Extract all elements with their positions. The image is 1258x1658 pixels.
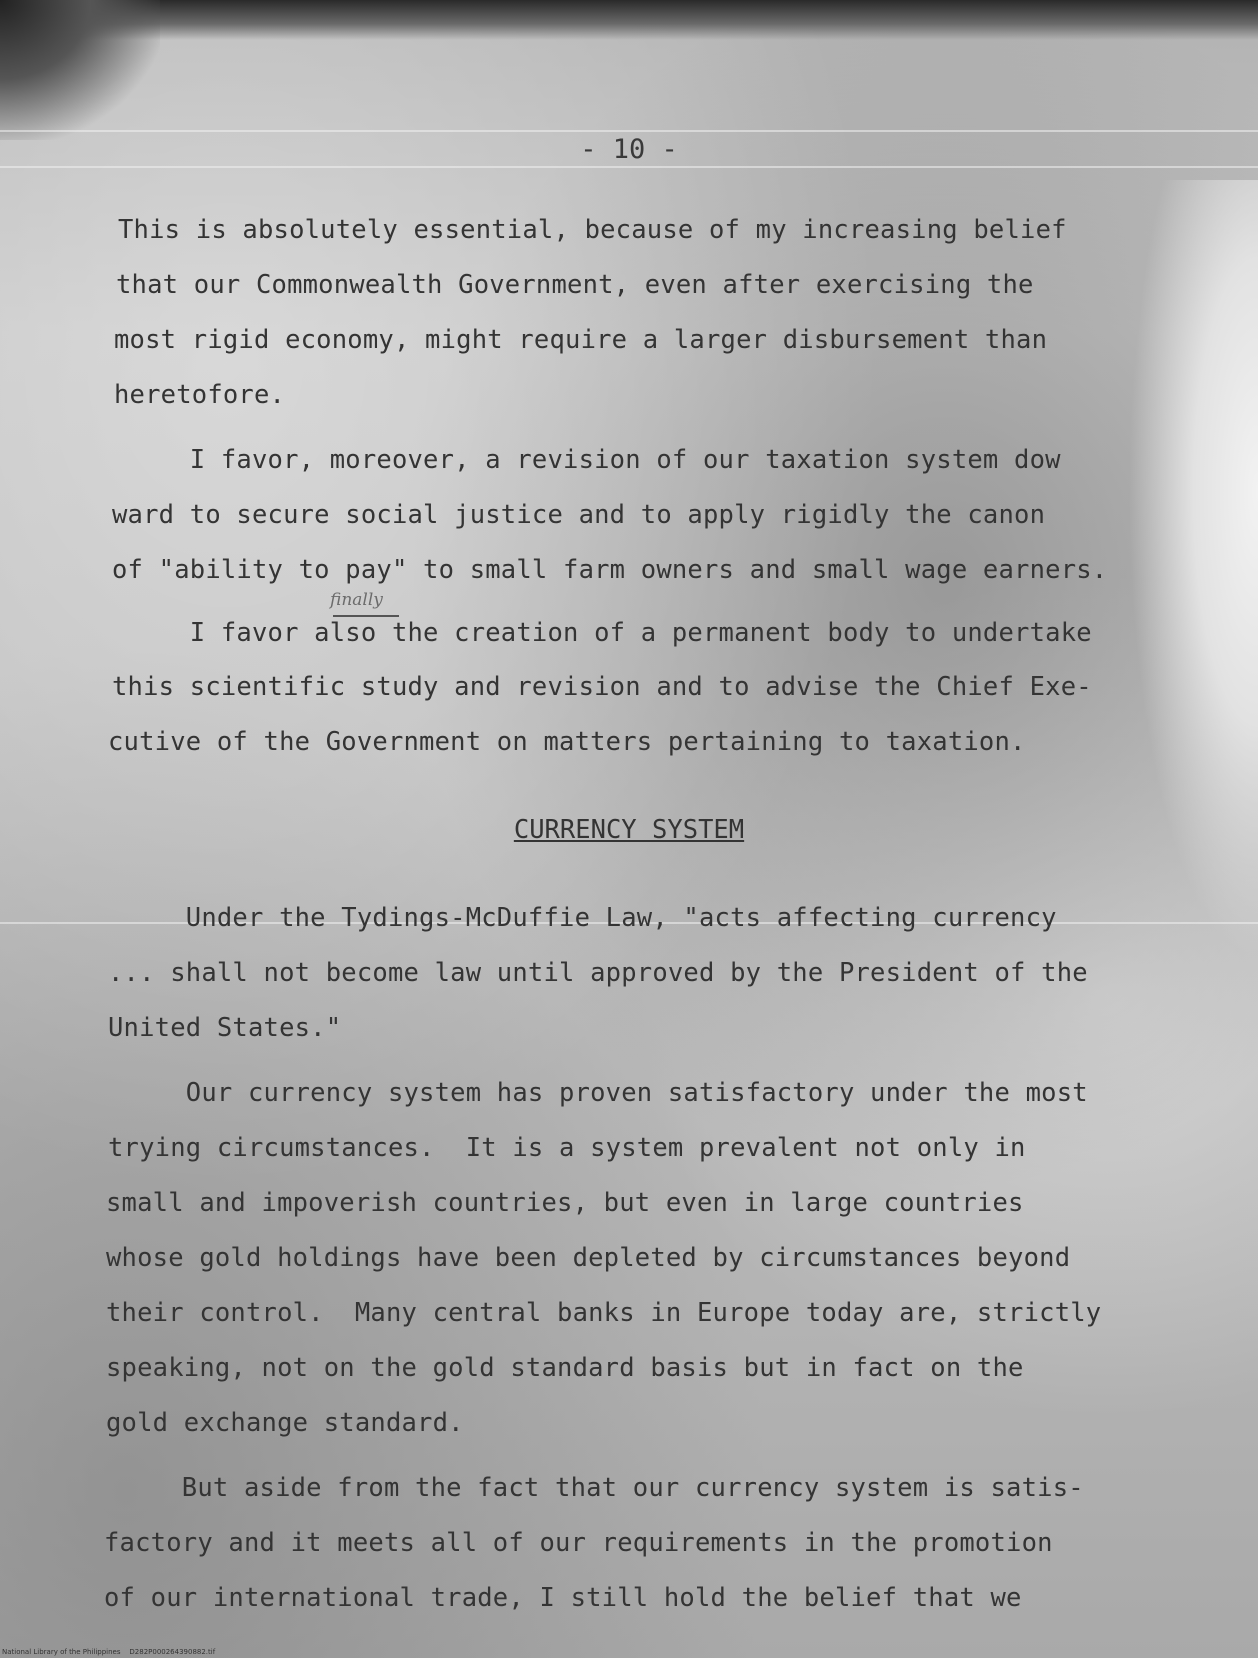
text-line: of our international trade, I still hold the belief that we — [104, 1583, 1022, 1613]
scan-corner-shadow — [0, 0, 160, 140]
scan-footer-label: National Library of the Philippines D282P000264390882.tif — [2, 1648, 216, 1656]
text-line: I favor, moreover, a revision of our taxation system dow — [112, 445, 1061, 475]
text-line: Under the Tydings-McDuffie Law, "acts affecting currency — [108, 903, 1057, 933]
handwritten-correction: finally — [330, 590, 383, 610]
text-line: trying circumstances. It is a system prevalent not only in — [108, 1133, 1026, 1163]
text-line: most rigid economy, might require a larger disbursement than — [114, 325, 1048, 355]
text-line: that our Commonwealth Government, even after exercising the — [116, 270, 1034, 300]
text-line: ward to secure social justice and to apply rigidly the canon — [112, 500, 1046, 530]
text-line: United States." — [108, 1013, 342, 1043]
text-line: I favor also the creation of a permanent body to undertake — [112, 618, 1092, 648]
text-line: But aside from the fact that our currency system is satis- — [104, 1473, 1084, 1503]
text-line: cutive of the Government on matters pertaining to taxation. — [108, 727, 1026, 757]
text-line: This is absolutely essential, because of my increasing belief — [118, 215, 1067, 245]
text-line: Our currency system has proven satisfactory under the most — [108, 1078, 1088, 1108]
fold-line — [0, 130, 1258, 132]
scan-top-shadow — [0, 0, 1258, 40]
strikethrough-mark — [333, 615, 399, 617]
text-line: heretofore. — [114, 380, 286, 410]
text-line: small and impoverish countries, but even in large countries — [106, 1188, 1024, 1218]
text-line: gold exchange standard. — [106, 1408, 464, 1438]
text-line: whose gold holdings have been depleted by circumstances beyond — [106, 1243, 1071, 1273]
text-line: ... shall not become law until approved by the President of the — [108, 958, 1088, 988]
text-line: their control. Many central banks in Europe today are, strictly — [106, 1298, 1102, 1328]
text-line: speaking, not on the gold standard basis but in fact on the — [106, 1353, 1024, 1383]
text-line: of "ability to pay" to small farm owners and small wage earners. — [112, 555, 1108, 585]
section-heading: CURRENCY SYSTEM — [513, 815, 745, 845]
page-number: - 10 - — [580, 134, 678, 165]
text-line: this scientific study and revision and to advise the Chief Exe- — [112, 672, 1092, 702]
fold-line — [0, 166, 1258, 168]
text-line: factory and it meets all of our requirements in the promotion — [104, 1528, 1053, 1558]
